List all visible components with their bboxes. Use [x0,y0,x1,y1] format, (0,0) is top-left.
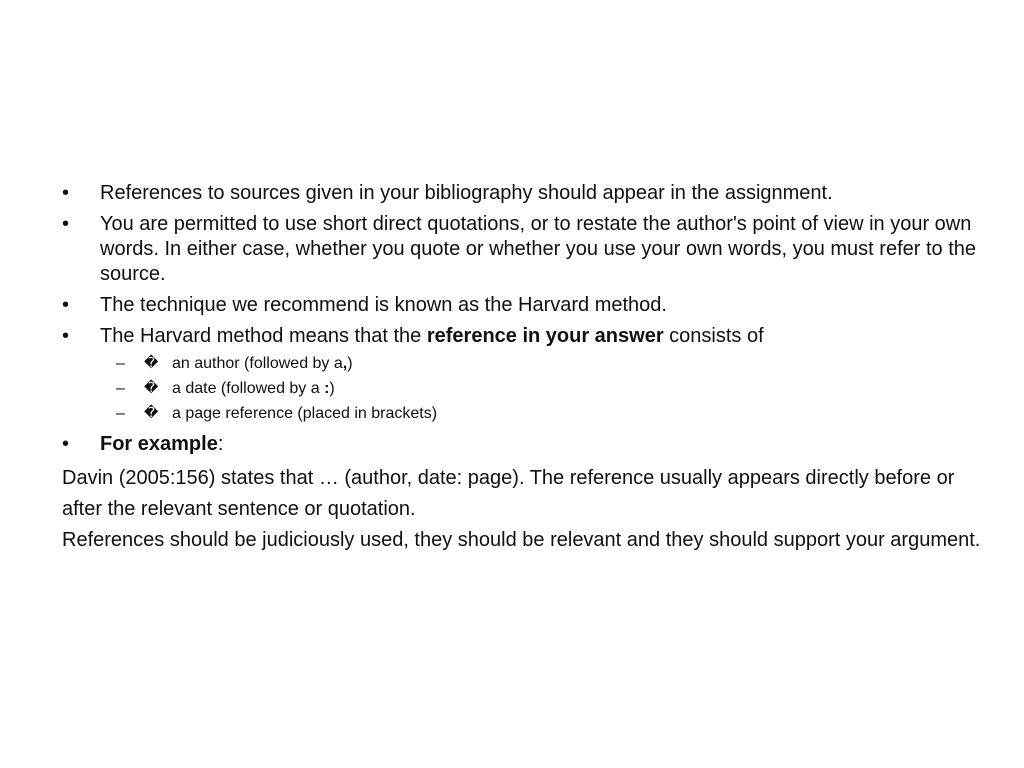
slide-content [62,181,982,556]
missing-glyph-icon: � [144,405,159,421]
missing-glyph-icon: � [144,380,159,396]
sub-item-text [172,380,335,397]
sub-item [100,401,982,426]
bullet-marker: • [62,433,70,455]
sub-item-text-part: an author (followed by a [172,355,343,372]
sub-item-text-part: ) [329,380,335,397]
bullet-text: You are permitted to use short direct quotations, or to restate the author's point of view in your own words. In either case, whether you quote or whether you use your own words, you must refer to the source. [100,213,977,285]
sub-item-emphasis: : [324,380,330,397]
bullet-text-emphasis: For example [100,433,218,455]
dash-marker: – [116,355,125,372]
bullet-text: The technique we recommend is known as the Harvard method. [100,294,667,316]
bullet-item [62,293,982,318]
sub-item-emphasis: , [342,355,348,372]
dash-marker: – [116,405,125,422]
example-paragraph: Davin (2005:156) states that … (author, date: page). The reference usually appears directly before or after the relevant sentence or quotation. [62,467,955,520]
sub-item-text [172,355,353,372]
sub-item [100,376,982,401]
sub-item-text-part: a date (followed by a [172,380,325,397]
bullet-list [62,181,982,457]
sub-item-text-part: ) [347,355,353,372]
bullet-text [100,325,764,347]
sub-list [100,351,982,426]
bullet-marker: • [62,182,70,204]
bullet-marker: • [62,213,70,235]
sub-item [100,351,982,376]
bullet-item [62,324,982,426]
missing-glyph-icon: � [144,355,159,371]
bullet-text [100,433,223,455]
bullet-marker: • [62,325,70,347]
bullet-item [62,212,982,287]
bullet-text: References to sources given in your bibliography should appear in the assignment. [100,182,833,204]
guidance-paragraph: References should be judiciously used, they should be relevant and they should support your argument. [62,529,981,551]
bullet-text-part: The Harvard method means that the [100,325,427,347]
sub-item-text [172,405,437,422]
bullet-item [62,432,982,457]
bullet-text-emphasis: reference in your answer [426,325,664,347]
sub-item-text-part: a page reference (placed in brackets) [172,405,438,422]
bullet-text-part: consists of [663,325,764,347]
bullet-marker: • [62,294,70,316]
bullet-text-part: : [217,433,224,455]
dash-marker: – [116,380,125,397]
bullet-item [62,181,982,206]
